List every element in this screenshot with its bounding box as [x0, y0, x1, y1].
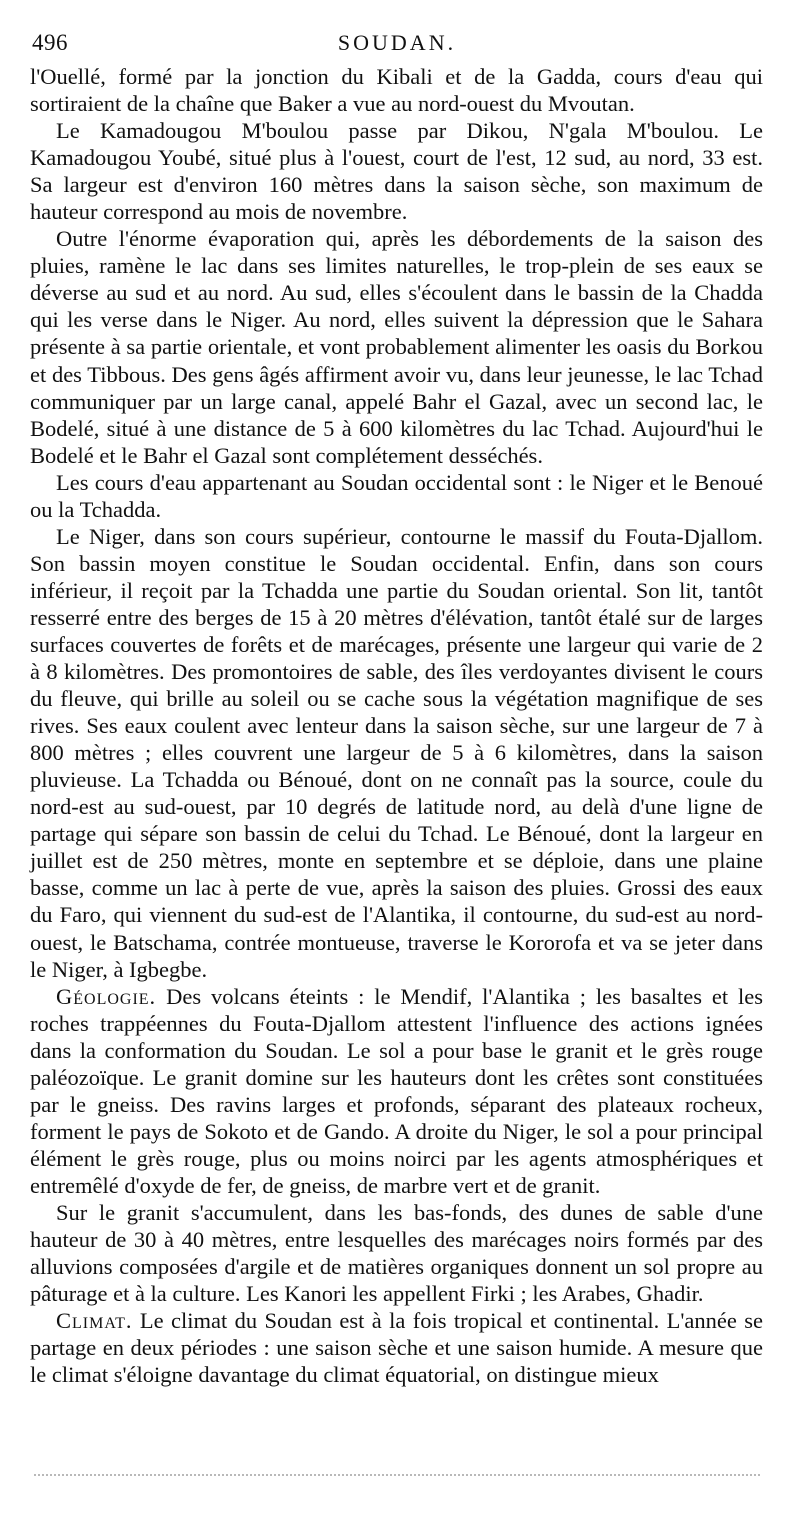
- paragraph-text: Outre l'énorme évaporation qui, après les débordements de la saison des pluies, ramène le lac dans ses limites naturelles, le trop-plein de ses eaux se déverse au sud et au nord. Au sud, elles s'écoulent dans le bassin de la Chadda qui les verse dans le Niger. Au nord, elles suivent la dépression que le Sahara présente à sa partie orientale, et vont probablement alimenter les oasis du Borkou et des Tibbous. Des gens âgés affirment avoir vu, dans leur jeunesse, le lac Tchad communiquer par un large canal, appelé Bahr el Gazal, avec un second lac, le Bodelé, situé à une distance de 5 à 600 kilomètres du lac Tchad. Aujourd'hui le Bodelé et le Bahr el Gazal sont complétement desséchés.: [30, 226, 763, 468]
- paragraph-ouelle: [30, 63, 763, 117]
- body-text: [30, 63, 763, 1388]
- section-lead-geologie: Géologie.: [56, 983, 157, 1009]
- paragraph-granit: [30, 1199, 763, 1307]
- section-lead-climat: Climat.: [56, 1308, 133, 1334]
- footer-divider: [34, 1474, 760, 1476]
- paragraph-text: Le Kamadougou M'boulou passe par Dikou, N'gala M'boulou. Le Kamadougou Youbé, situé plus à l'ouest, court de l'est, 12 sud, au nord, 33 est. Sa largeur est d'environ 160 mètres dans la saison sèche, son maximum de hauteur correspond au mois de novembre.: [30, 118, 763, 225]
- paragraph-text: Le Niger, dans son cours supérieur, contourne le massif du Fouta-Djallom. Son bassin moyen constitue le Soudan occidental. Enfin, dans son cours inférieur, il reçoit par la Tchadda une partie du Soudan oriental. Son lit, tantôt resserré entre des berges de 15 à 20 mètres d'élévation, tantôt étalé sur de larges surfaces couvertes de forêts et de marécages, présente une largeur qui varie de 2 à 8 kilomètres. Des promontoires de sable, des îles verdoyantes divisent le cours du fleuve, qui brille au soleil ou se cache sous la végétation magnifique de ses rives. Ses eaux coulent avec lenteur dans la saison sèche, sur une largeur de 7 à 800 mètres ; elles couvrent une largeur de 5 à 6 kilomètres, dans la saison pluvieuse. La Tchadda ou Bénoué, dont on ne connaît pas la source, coule du nord-est au sud-ouest, par 10 degrés de latitude nord, au delà d'une ligne de partage qui sépare son bassin de celui du Tchad. Le Bénoué, dont la largeur en juillet est de 250 mètres, monte en septembre et se déploie, dans une plaine basse, comme un lac à perte de vue, après la saison des pluies. Grossi des eaux du Faro, qui viennent du sud-est de l'Alantika, il contourne, du sud-est au nord-ouest, le Batschama, contrée montueuse, traverse le Kororofa et va se jeter dans le Niger, à Igbegbe.: [30, 523, 763, 982]
- page-number: 496: [32, 30, 68, 55]
- paragraph-text: Les cours d'eau appartenant au Soudan occidental sont : le Niger et le Benoué ou la Tchadda.: [30, 469, 763, 522]
- paragraph-text: Sur le granit s'accumulent, dans les bas-fonds, des dunes de sable d'une hauteur de 30 à 40 mètres, entre lesquelles des marécages noirs formés par des alluvions composées d'argile et de matières organiques donnent un sol propre au pâturage et à la culture. Les Kanori les appellent Firki ; les Arabes, Ghadir.: [30, 1199, 763, 1307]
- page-header: [32, 30, 762, 62]
- paragraph-text: Le climat du Soudan est à la fois tropical et continental. L'année se partage en deux périodes : une saison sèche et une saison humide. A mesure que le climat s'éloigne davantage du climat équatorial, on distingue mieux: [30, 1308, 763, 1388]
- paragraph-niger: [30, 523, 763, 983]
- paragraph-text: Des volcans éteints : le Mendif, l'Alantika ; les basaltes et les roches trappéennes du Fouta-Djallom attestent l'influence des actions ignées dans la conformation du Soudan. Le sol a pour base le granit et le grès rouge paléozoïque. Le granit domine sur les hauteurs dont les crêtes sont constituées par le gneiss. Des ravins larges et profonds, séparant des plateaux rocheux, forment le pays de Sokoto et de Gando. A droite du Niger, le sol a pour principal élément le grès rouge, plus ou moins noirci par les agents atmosphériques et entremêlé d'oxyde de fer, de gneiss, de marbre vert et de granit.: [30, 983, 764, 1198]
- paragraph-geologie: [30, 983, 763, 1199]
- paragraph-kamadougou: [30, 117, 763, 225]
- paragraph-climat: [30, 1307, 763, 1388]
- running-title: SOUDAN.: [337, 30, 457, 55]
- paragraph-text: l'Ouellé, formé par la jonction du Kibali et de la Gadda, cours d'eau qui sortiraient de la chaîne que Baker a vue au nord-ouest du Mvoutan.: [30, 64, 763, 117]
- paragraph-evaporation: [30, 225, 763, 468]
- paragraph-cours-deau: [30, 469, 763, 523]
